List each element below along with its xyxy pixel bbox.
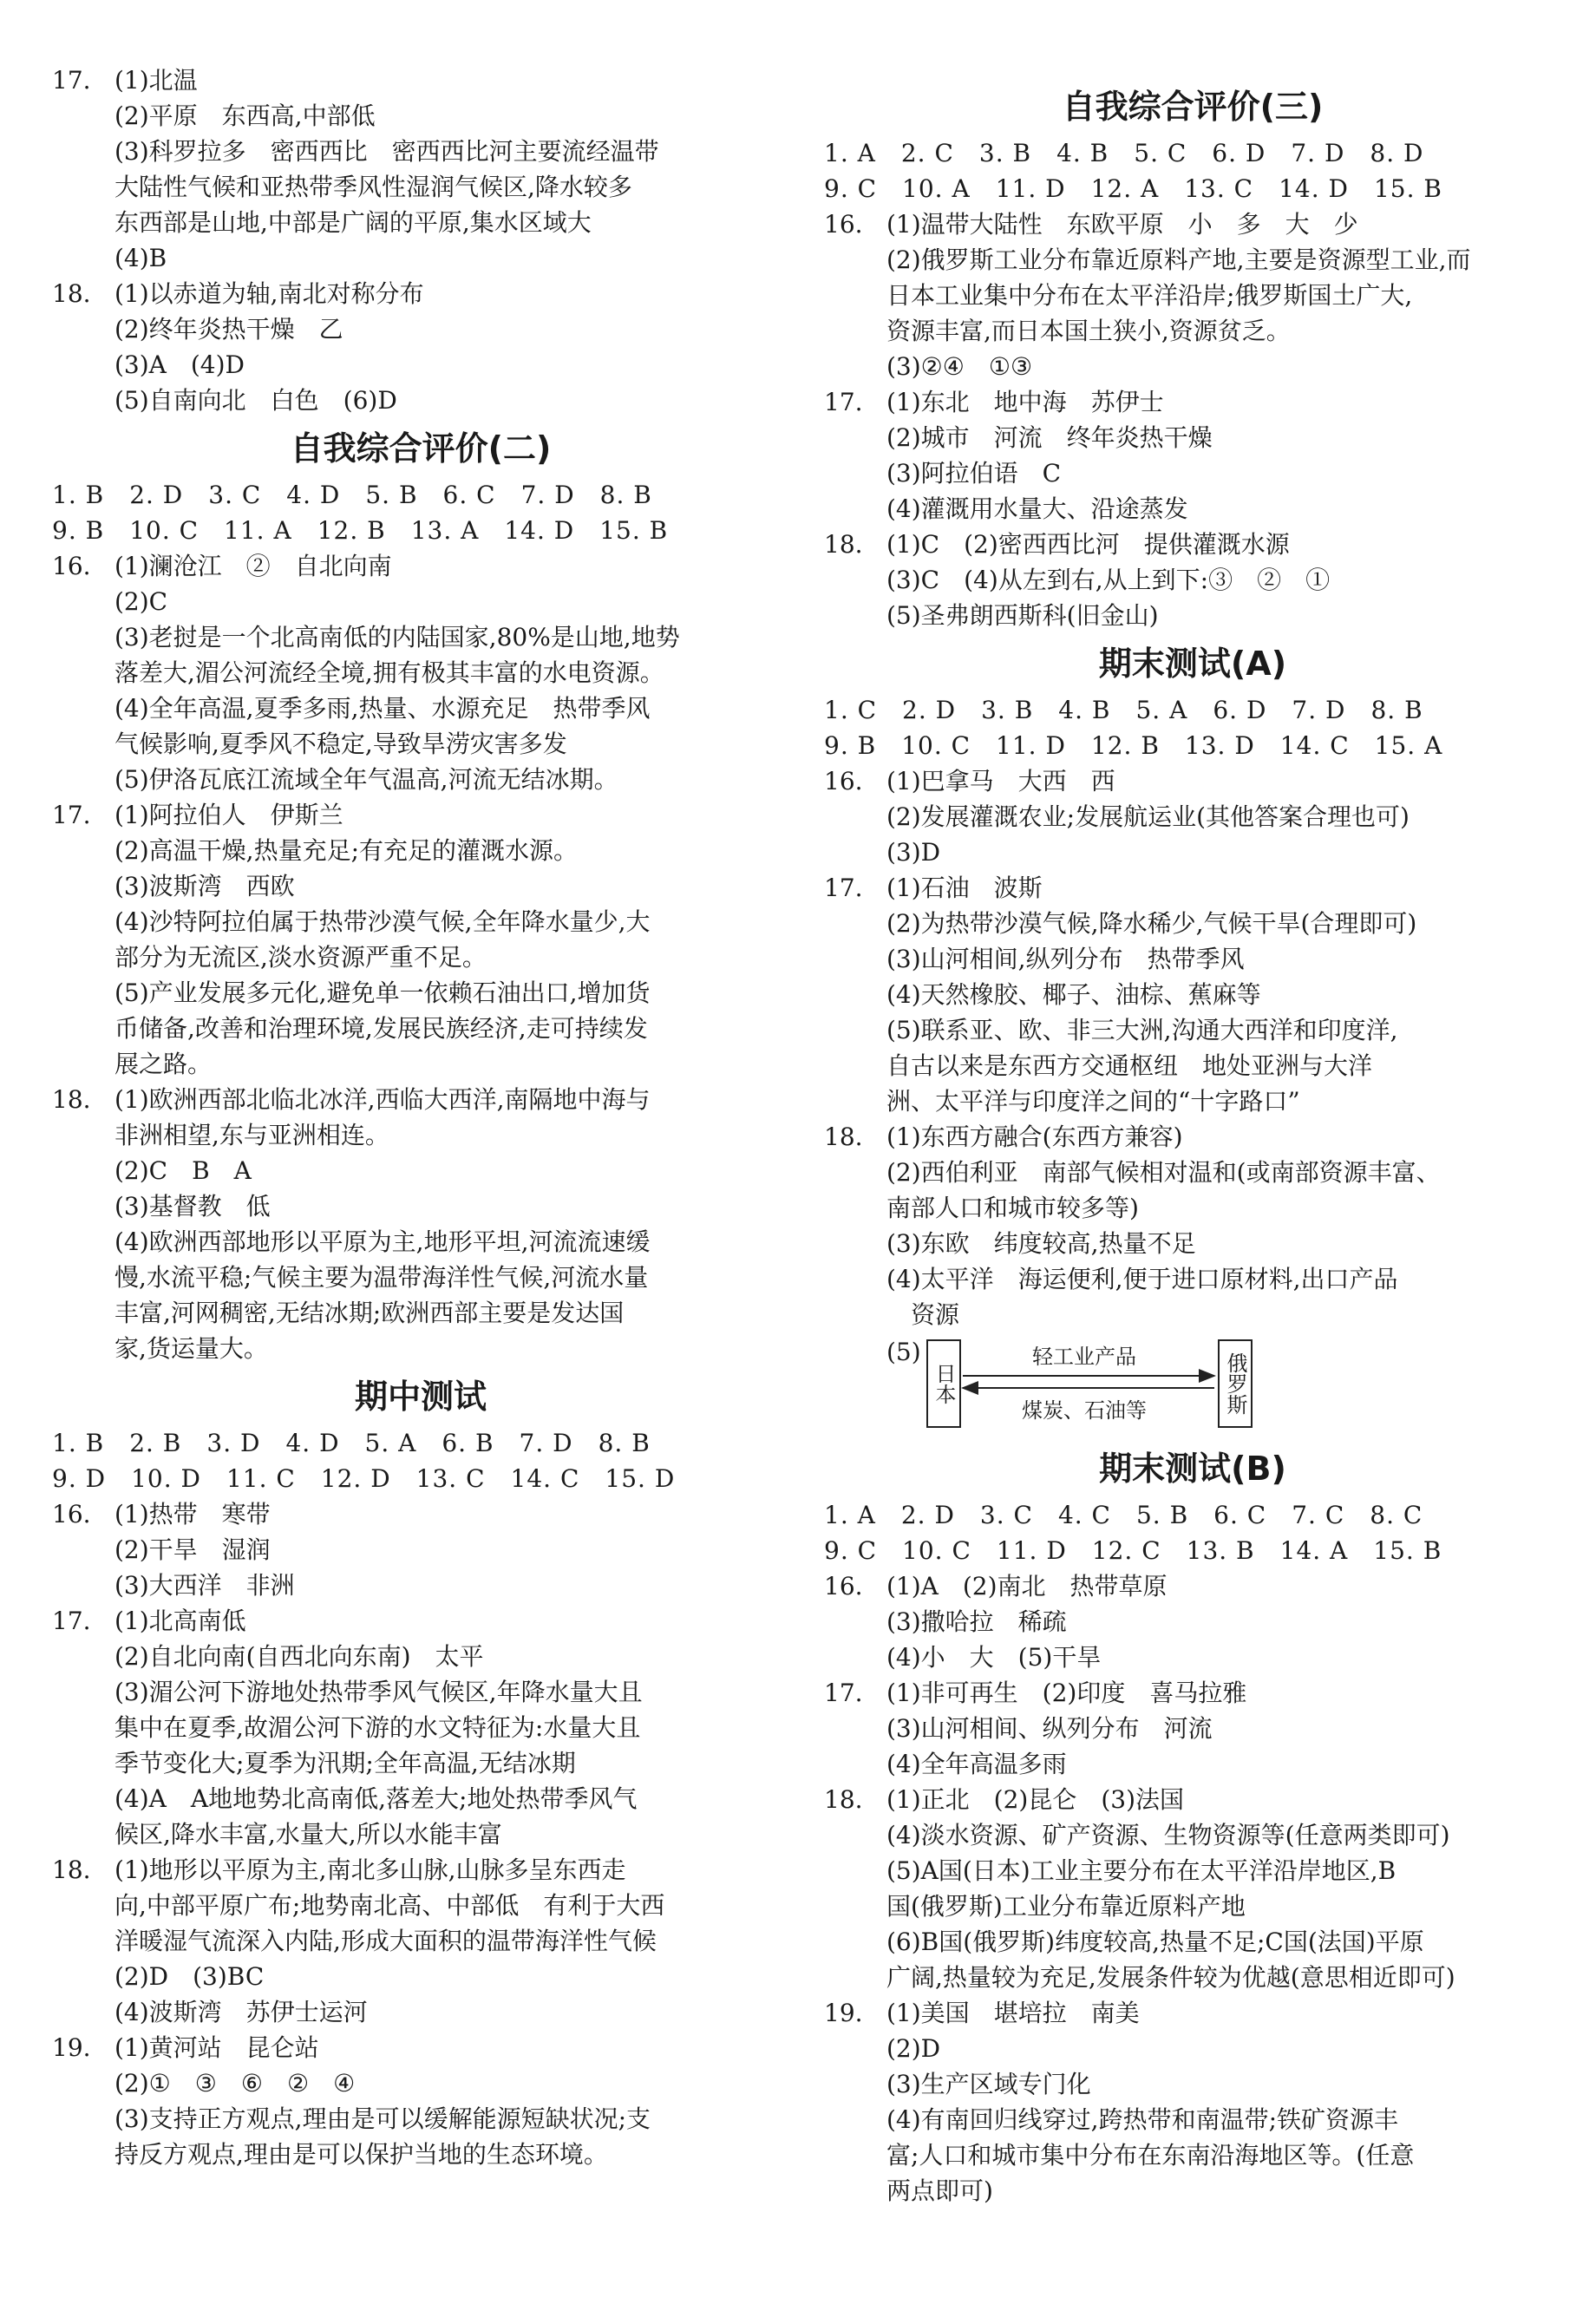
question-number: 19. [824,1999,863,2027]
choice-answers [824,692,1561,763]
answer-line: (5)产业发展多元化,避免单一依赖石油出口,增加货 [114,979,651,1007]
answer-line: (2)平原 东西高,中部低 [114,101,376,130]
trade-diagram [824,1334,1561,1438]
answer-line: (1)东北 地中海 苏伊士 [886,388,1164,416]
question-item [824,527,1561,633]
answer-line: (2)西伯利亚 南部气候相对温和(或南部资源丰富、 [886,1158,1441,1187]
question-number: 18. [52,1085,91,1114]
section-title: 期末测试(A) [1098,645,1287,683]
answer-line: (1)巴拿马 大西 西 [886,767,1115,795]
answer-line: (3)波斯湾 西欧 [114,872,295,900]
question-number: 18. [52,279,91,308]
answer-line: (2)自北向南(自西北向东南) 太平 [114,1642,484,1671]
choice-answer-row: 9. C 10. A 11. D 12. A 13. C 14. D 15. B [824,174,1442,203]
answer-line: (5)联系亚、欧、非三大洲,沟通大西洋和印度洋, [886,1016,1398,1044]
question-item [824,1119,1561,1332]
section-title: 期中测试 [354,1378,487,1416]
answer-line: (2)D [886,2034,941,2063]
japan-box-text: 日本 [932,1363,956,1404]
answer-line: 候区,降水丰富,水量大,所以水能丰富 [114,1820,502,1849]
left-column [52,62,789,2172]
answer-line: 季节变化大;夏季为汛期;全年高温,无结冰期 [114,1749,576,1777]
answer-line: (1)热带 寒带 [114,1500,271,1528]
answer-line: (2)C B A [114,1156,252,1185]
question-item [52,1603,789,1852]
choice-answer-row: 9. C 10. C 11. D 12. C 13. B 14. A 15. B [824,1536,1442,1565]
answer-line: 展之路。 [114,1050,213,1078]
answer-line: (3)东欧 纬度较高,热量不足 [886,1229,1196,1258]
question-number: 16. [824,210,863,239]
answer-line: (1)A (2)南北 热带草原 [886,1572,1168,1600]
question-number: 17. [52,1607,91,1635]
choice-answers [824,1497,1561,1568]
choice-answer-row: 9. B 10. C 11. A 12. B 13. A 14. D 15. B [52,516,669,545]
question-item [52,1082,789,1366]
answer-line: 国(俄罗斯)工业分布靠近原料产地 [886,1892,1246,1921]
question-item [52,62,789,276]
choice-answer-row: 1. C 2. D 3. B 4. B 5. A 6. D 7. D 8. B [824,696,1423,724]
choice-answer-row: 1. B 2. D 3. C 4. D 5. B 6. C 7. D 8. B [52,481,652,509]
top-arrow-label: 轻工业产品 [1032,1345,1136,1369]
answer-line: 富;人口和城市集中分布在东南沿海地区等。(任意 [886,2141,1415,2170]
answer-line: (3)山河相间,纵列分布 热带季风 [886,945,1245,973]
answer-line: 广阔,热量较为充足,发展条件较为优越(意思相近即可) [886,1963,1455,1992]
answer-line: (1)以赤道为轴,南北对称分布 [114,279,424,308]
answer-line: (5)自南向北 白色 (6)D [114,386,397,415]
answer-line: (1)北高南低 [114,1607,246,1635]
answer-line: (4)全年高温,夏季多雨,热量、水源充足 热带季风 [114,694,651,723]
choice-answers [824,135,1561,206]
answer-line: 向,中部平原广布;地势南北高、中部低 有利于大西 [114,1891,665,1920]
russia-box [1218,1339,1253,1428]
answer-line: 集中在夏季,故湄公河下游的水文特征为:水量大且 [114,1713,641,1742]
answer-line: (1)C (2)密西西比河 提供灌溉水源 [886,530,1290,559]
answer-line: (4)全年高温多雨 [886,1750,1067,1778]
answer-line: (1)澜沧江 ② 自北向南 [114,552,392,580]
answer-line: 家,货运量大。 [114,1334,268,1363]
answer-line: (4)小 大 (5)干旱 [886,1643,1102,1672]
question-number: 18. [824,1123,863,1151]
question-number: 18. [52,1856,91,1884]
answer-line: 丰富,河网稠密,无结冰期;欧洲西部主要是发达国 [114,1299,625,1327]
answer-line: 部分为无流区,淡水资源严重不足。 [114,943,487,972]
question-item [52,276,789,418]
answer-line: (1)东西方融合(东西方兼容) [886,1123,1183,1151]
answer-line: (4)淡水资源、矿产资源、生物资源等(任意两类即可) [886,1821,1450,1849]
question-item [52,1852,789,2030]
answer-line: (1)正北 (2)昆仑 (3)法国 [886,1785,1184,1814]
answer-line: (4)沙特阿拉伯属于热带沙漠气候,全年降水量少,大 [114,907,651,936]
question-number: 17. [824,388,863,416]
answer-line: (3)D [886,838,941,867]
answer-line: 洲、太平洋与印度洋之间的“十字路口” [886,1087,1300,1116]
answer-line: (5)A国(日本)工业主要分布在太平洋沿岸地区,B [886,1856,1396,1885]
answer-line: (4)欧洲西部地形以平原为主,地形平坦,河流流速缓 [114,1227,651,1256]
answer-line: 持反方观点,理由是可以保护当地的生态环境。 [114,2140,608,2169]
question-item [52,2030,789,2172]
answer-line: 日本工业集中分布在太平洋沿岸;俄罗斯国土广大, [886,281,1413,310]
choice-answer-row: 1. A 2. C 3. B 4. B 5. C 6. D 7. D 8. D [824,139,1424,167]
answer-line: (1)阿拉伯人 伊斯兰 [114,801,343,829]
answer-line: (3)支持正方观点,理由是可以缓解能源短缺状况;支 [114,2104,651,2133]
choice-answer-row: 9. B 10. C 11. D 12. B 13. D 14. C 15. A [824,731,1443,760]
question-number: 16. [52,552,91,580]
answer-line: (4)灌溉用水量大、沿途蒸发 [886,494,1188,523]
answer-line: (5)圣弗朗西斯科(旧金山) [886,601,1159,630]
question-item [52,1496,789,1603]
answer-line: (2)为热带沙漠气候,降水稀少,气候干旱(合理即可) [886,909,1417,938]
choice-answer-row: 1. B 2. B 3. D 4. D 5. A 6. B 7. D 8. B [52,1429,651,1457]
russia-box-text: 俄罗斯 [1223,1352,1247,1415]
question-number: 19. [52,2033,91,2062]
answer-line: (3)生产区域专门化 [886,2070,1091,2098]
answer-line: (3)老挝是一个北高南低的内陆国家,80%是山地,地势 [114,623,680,651]
answer-line: (2)俄罗斯工业分布靠近原料产地,主要是资源型工业,而 [886,245,1471,274]
choice-answer-row: 1. A 2. D 3. C 4. C 5. B 6. C 7. C 8. C [824,1501,1423,1529]
section-title: 期末测试(B) [1099,1450,1286,1488]
answer-line: (3)C (4)从左到右,从上到下:③ ② ① [886,566,1331,594]
answer-line: (3)基督教 低 [114,1192,271,1221]
section-title: 自我综合评价(二) [290,429,552,468]
answer-line: (1)石油 波斯 [886,874,1043,902]
answer-line: (1)欧洲西部北临北冰洋,西临大西洋,南隔地中海与 [114,1085,651,1114]
answer-line: (1)温带大陆性 东欧平原 小 多 大 少 [886,210,1358,239]
question-item [824,1995,1561,2209]
answer-line: (1)非可再生 (2)印度 喜马拉雅 [886,1679,1247,1707]
question-item [824,1782,1561,1995]
right-column [824,76,1561,2209]
answer-line: (2)干旱 湿润 [114,1535,271,1564]
question-number: 17. [52,801,91,829]
answer-line: 南部人口和城市较多等) [886,1194,1139,1222]
question-item [824,384,1561,527]
answer-line: (2)高温干燥,热量充足;有充足的灌溉水源。 [114,836,578,865]
question-number: 17. [824,874,863,902]
answer-line: (4)天然橡胶、椰子、油棕、蕉麻等 [886,980,1261,1009]
bottom-arrow-label: 煤炭、石油等 [1022,1398,1147,1423]
section-title: 自我综合评价(三) [1062,88,1324,126]
answer-line: 两点即可) [886,2176,993,2205]
choice-answer-row: 9. D 10. D 11. C 12. D 13. C 14. C 15. D [52,1464,676,1493]
question-item [52,548,789,797]
question-item [824,870,1561,1119]
question-number: 18. [824,530,863,559]
answer-line: 资源丰富,而日本国土狭小,资源贫乏。 [886,317,1291,345]
question-item [824,1675,1561,1782]
answer-line: (1)地形以平原为主,南北多山脉,山脉多呈东西走 [114,1856,626,1884]
answer-line: (1)美国 堪培拉 南美 [886,1999,1140,2027]
answer-line: 币储备,改善和治理环境,发展民族经济,走可持续发 [114,1014,648,1043]
answer-line: (2)① ③ ⑥ ② ④ [114,2069,356,2098]
question-number: 16. [824,767,863,795]
question-item [52,797,789,1082]
diagram-label: (5) [886,1338,921,1366]
answer-line: (1)黄河站 昆仑站 [114,2033,319,2062]
answer-line: 自古以来是东西方交通枢纽 地处亚洲与大洋 [886,1051,1373,1080]
answer-line: 落差大,湄公河流经全境,拥有极其丰富的水电资源。 [114,658,664,687]
answer-line: 洋暖湿气流深入内陆,形成大面积的温带海洋性气候 [114,1927,657,1955]
question-number: 17. [824,1679,863,1707]
answer-line: 大陆性气候和亚热带季风性湿润气候区,降水较多 [114,173,632,201]
answer-line: 气候影响,夏季风不稳定,导致旱涝灾害多发 [114,730,567,758]
answer-line: (3)科罗拉多 密西西比 密西西比河主要流经温带 [114,137,659,166]
answer-line: (2)终年炎热干燥 乙 [114,315,343,344]
japan-box [926,1339,961,1428]
answer-line: (3)撒哈拉 稀疏 [886,1607,1067,1636]
answer-line: 非洲相望,东与亚洲相连。 [114,1121,389,1149]
answer-line: (3)A (4)D [114,350,245,379]
answer-line: (5)伊洛瓦底江流域全年气温高,河流无结冰期。 [114,765,618,794]
choice-answers [52,1425,789,1496]
answer-line: (6)B国(俄罗斯)纬度较高,热量不足;C国(法国)平原 [886,1928,1424,1956]
question-number: 16. [824,1572,863,1600]
answer-line: (1)北温 [114,66,198,95]
answer-line: (2)C [114,587,168,616]
question-number: 16. [52,1500,91,1528]
question-item [824,1568,1561,1675]
choice-answers [52,477,789,548]
answer-line: (3)山河相间、纵列分布 河流 [886,1714,1213,1743]
answer-line: 东西部是山地,中部是广阔的平原,集水区域大 [114,208,592,237]
answer-line: (3)大西洋 非洲 [114,1571,295,1600]
answer-line: (2)城市 河流 终年炎热干燥 [886,423,1213,452]
answer-line: (4)B [114,244,167,272]
answer-line: (3)湄公河下游地处热带季风气候区,年降水量大且 [114,1678,643,1706]
question-number: 17. [52,66,91,95]
answer-line: (4)A A地地势北高南低,落差大;地处热带季风气 [114,1784,638,1813]
answer-line: 资源 [886,1300,960,1329]
answer-line: (2)D (3)BC [114,1962,265,1991]
answer-line: (4)波斯湾 苏伊士运河 [114,1998,368,2026]
answer-line: (3)②④ ①③ [886,352,1033,381]
answer-line: (4)有南回归线穿过,跨热带和南温带;铁矿资源丰 [886,2105,1398,2134]
question-item [824,763,1561,870]
answer-line: (4)太平洋 海运便利,便于进口原材料,出口产品 [886,1265,1398,1293]
answer-line: 慢,水流平稳;气候主要为温带海洋性气候,河流水量 [114,1263,649,1292]
answer-line: (3)阿拉伯语 C [886,459,1062,488]
question-number: 18. [824,1785,863,1814]
answer-line: (2)发展灌溉农业;发展航运业(其他答案合理也可) [886,802,1410,831]
question-item [824,206,1561,384]
